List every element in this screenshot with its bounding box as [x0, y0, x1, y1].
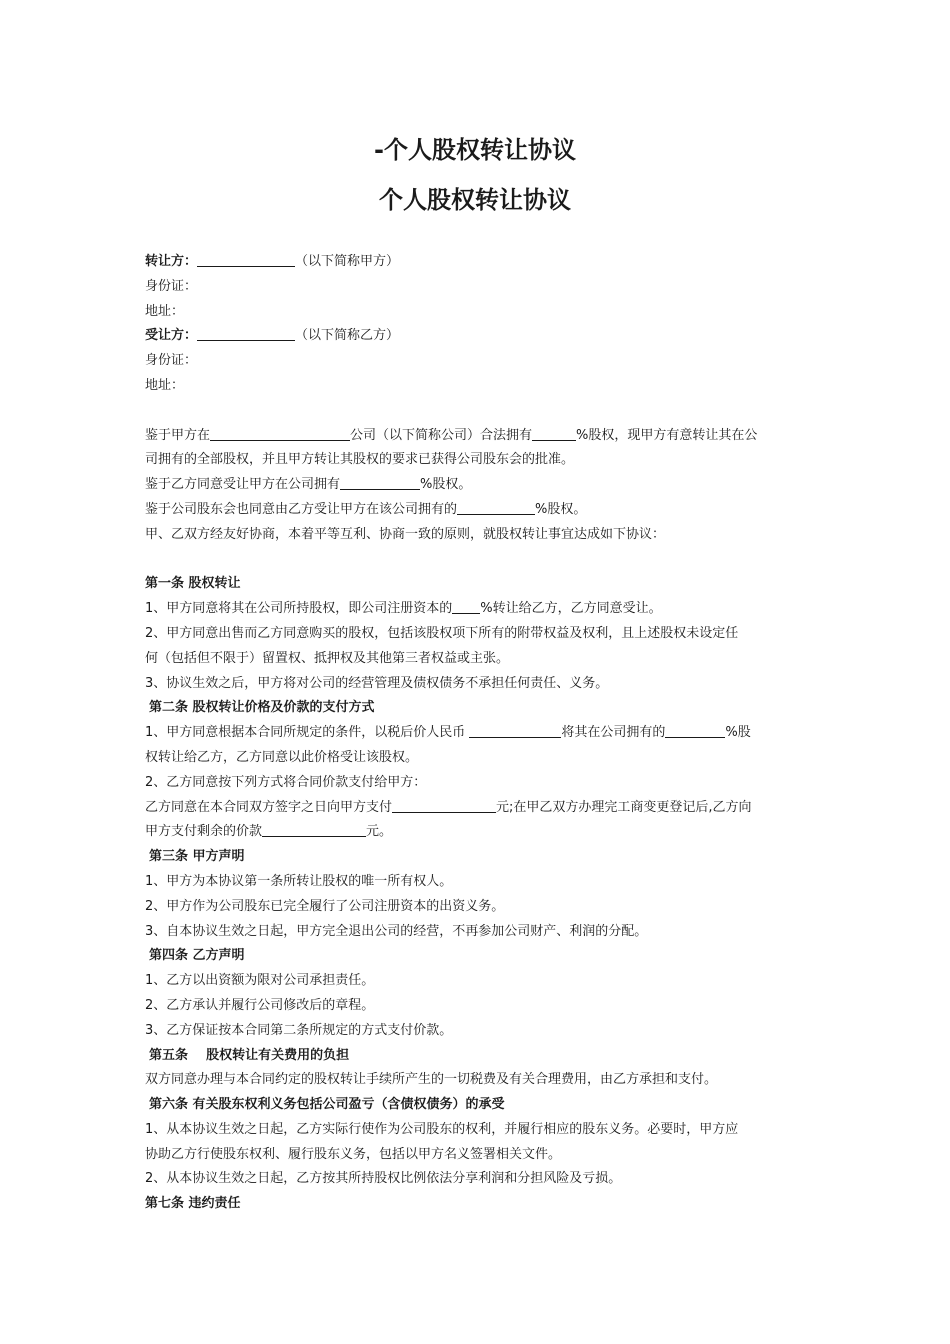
transferor-line: [145, 250, 810, 275]
recital-text: 鉴于公司股东会也同意由乙方受让甲方在该公司拥有的: [145, 501, 458, 517]
clause-text: 1、甲方同意根据本合同所规定的条件，以税后价人民币: [145, 725, 470, 741]
article-1-heading: 第一条 股权转让: [145, 576, 241, 592]
article-4-clause-1: 1、乙方以出资额为限对公司承担责任。: [145, 973, 375, 989]
amount-blank: [392, 798, 496, 813]
article-3-heading: 第三条 甲方声明: [149, 849, 245, 865]
article-2-clause-3: [145, 796, 810, 821]
transferee-blank: [197, 326, 295, 341]
recital-4: 甲、乙双方经友好协商，本着平等互利、协商一致的原则，就股权转让事宜达成如下协议：: [145, 526, 666, 542]
percent-blank: [532, 426, 576, 441]
recital-text: 鉴于乙方同意受让甲方在公司拥有: [145, 477, 341, 493]
amount-blank: [262, 822, 366, 837]
transferee-line: [145, 324, 810, 349]
article-3-clause-1: 1、甲方为本协议第一条所转让股权的唯一所有权人。: [145, 873, 453, 889]
document-title: -个人股权转让协议: [374, 136, 576, 164]
article-1-clause-1: [145, 597, 810, 622]
transferor-note: （以下简称甲方）: [295, 254, 400, 269]
article-2-clause-1-cont: 权转让给乙方，乙方同意以此价格受让该股权。: [145, 749, 419, 765]
document-subtitle: 个人股权转让协议: [379, 186, 571, 214]
clause-text: 1、甲方同意将其在公司所持股权，即公司注册资本的: [145, 601, 453, 617]
clause-text: %转让给乙方，乙方同意受让。: [480, 601, 662, 617]
article-6-clause-1-cont: 协助乙方行使股东权利、履行股东义务，包括以甲方名义签署相关文件。: [145, 1146, 562, 1162]
company-blank: [210, 426, 350, 441]
article-6-clause-2: 2、从本协议生效之日起，乙方按其所持股权比例依法分享利润和分担风险及亏损。: [145, 1171, 622, 1187]
transferee-note: （以下简称乙方）: [295, 328, 400, 344]
transferee-id-line: 身份证：: [145, 353, 198, 369]
article-1-clause-3: 3、协议生效之后，甲方将对公司的经营管理及债权债务不承担任何责任、义务。: [145, 675, 609, 691]
article-5-heading: [145, 1044, 810, 1069]
article-3-clause-2: 2、甲方作为公司股东已完全履行了公司注册资本的出资义务。: [145, 898, 505, 914]
recital-text: %股权。: [420, 477, 472, 493]
recital-2: [145, 473, 810, 498]
recital-1: [145, 424, 810, 449]
document-body: [145, 250, 810, 1217]
article-3-clause-3: 3、自本协议生效之日起，甲方完全退出公司的经营，不再参加公司财产、利润的分配。: [145, 923, 648, 939]
transferee-label: 受让方：: [145, 328, 198, 344]
clause-text: 甲方支付剩余的价款: [145, 824, 263, 840]
percent-blank: [340, 475, 420, 490]
transferor-blank: [197, 252, 295, 267]
price-blank: [469, 723, 561, 738]
transferor-label: 转让方：: [145, 254, 198, 269]
percent-blank: [665, 723, 725, 738]
recital-text: 公司（以下简称公司）合法拥有: [350, 427, 533, 443]
article-2-heading: 第二条 股权转让价格及价款的支付方式: [149, 700, 375, 716]
transferor-address-line: 地址：: [145, 303, 185, 319]
recital-3: [145, 498, 810, 523]
recital-text: %股权，现甲方有意转让其在公: [576, 427, 758, 443]
spacer: [145, 548, 810, 573]
clause-text: 元;在甲乙双方办理完工商变更登记后,乙方向: [496, 799, 752, 815]
article-5-clause-1: 双方同意办理与本合同约定的股权转让手续所产生的一切税费及有关合理费用，由乙方承担和支付。: [145, 1072, 718, 1088]
article-7-heading: 第七条 违约责任: [145, 1196, 241, 1212]
recital-1-cont: 司拥有的全部股权，并且甲方转让其股权的要求已获得公司股东会的批准。: [145, 452, 575, 468]
clause-text: 乙方同意在本合同双方签字之日向甲方支付: [145, 799, 393, 815]
transferee-address-line: 地址：: [145, 377, 185, 393]
transferor-id-line: 身份证：: [145, 278, 198, 294]
clause-text: 元。: [366, 824, 393, 840]
recital-text: 鉴于甲方在: [145, 427, 211, 443]
clause-text: 将其在公司拥有的: [561, 725, 666, 741]
clause-text: %股: [725, 725, 751, 741]
article-2-clause-2: 2、乙方同意按下列方式将合同价款支付给甲方：: [145, 774, 427, 790]
article-2-clause-3-cont: [145, 820, 810, 845]
spacer: [145, 399, 810, 424]
article-2-clause-1: [145, 721, 810, 746]
article-4-clause-2: 2、乙方承认并履行公司修改后的章程。: [145, 997, 375, 1013]
article-4-heading: 第四条 乙方声明: [149, 948, 245, 964]
article-6-clause-1: 1、从本协议生效之日起，乙方实际行使作为公司股东的权利，并履行相应的股东义务。必要时，甲方应: [145, 1121, 739, 1137]
article-6-heading: 第六条 有关股东权利义务包括公司盈亏（含债权债务）的承受: [149, 1097, 505, 1113]
article-4-clause-3: 3、乙方保证按本合同第二条所规定的方式支付价款。: [145, 1022, 453, 1038]
article-1-clause-2: 2、甲方同意出售而乙方同意购买的股权，包括该股权项下所有的附带权益及权利，且上述股权未设定任: [145, 625, 739, 641]
article-1-clause-2-cont: 何（包括但不限于）留置权、抵押权及其他第三者权益或主张。: [145, 650, 510, 666]
heading-text: 第五条 股权转让有关费用的负担: [149, 1047, 350, 1063]
percent-blank: [457, 500, 535, 515]
percent-blank: [452, 599, 480, 614]
recital-text: %股权。: [535, 501, 587, 517]
